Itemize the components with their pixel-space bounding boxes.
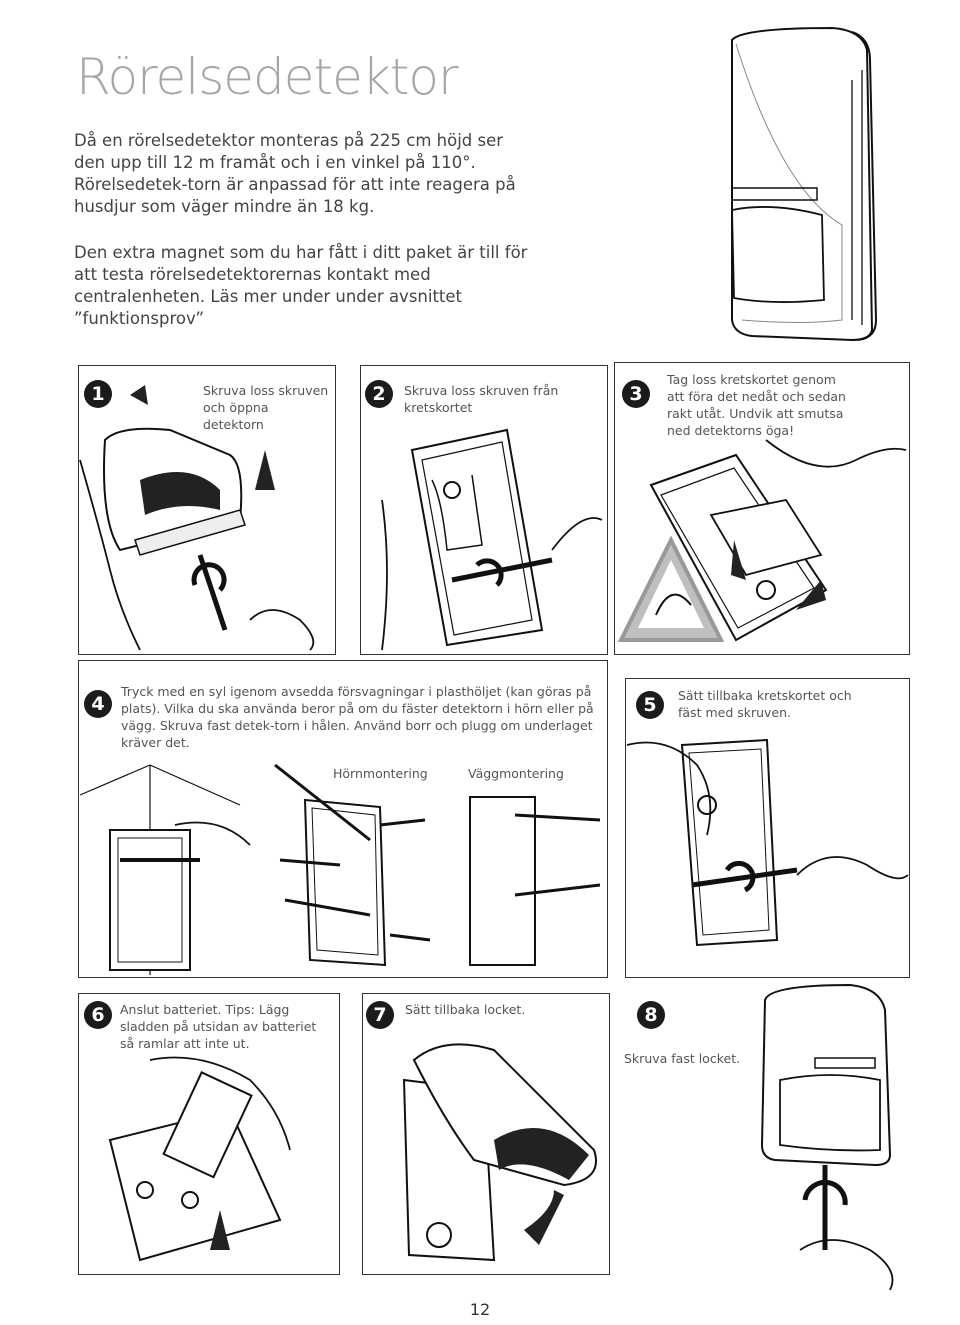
intro-text-1: Då en rörelsedetektor monteras på 225 cm höjd ser den upp till 12 m framåt och i en vinkel på 110°. Rörelsedetek-torn är anpassad för att inte reagera på husdjur som väger mindre än 18 kg. <box>74 131 516 216</box>
step-3-number: 3 <box>622 380 650 408</box>
step-1-text: Skruva loss skruven och öppna detektorn <box>203 383 329 432</box>
step-4-illustration <box>80 735 606 975</box>
step-3-text: Tag loss kretskortet genom att föra det nedåt och sedan rakt utåt. Undvik att smutsa ned detektorns öga! <box>667 372 846 438</box>
corner-mount-label: Hörnmontering <box>333 766 428 781</box>
wall-mount-label: Väggmontering <box>468 766 564 781</box>
step-2-illustration <box>362 420 606 650</box>
step-6-text: Anslut batteriet. Tips: Lägg sladden på utsidan av batteriet så ramlar att inte ut. <box>120 1002 317 1051</box>
step-8-illustration <box>740 980 940 1290</box>
intro-paragraph-1 <box>74 130 534 218</box>
step-6-illustration <box>80 1050 338 1272</box>
step-2-number: 2 <box>365 380 393 408</box>
step-5-illustration <box>627 725 908 975</box>
detector-illustration <box>712 20 960 350</box>
step-4-text: Tryck med en syl igenom avsedda försvagningar i plasthöljet (kan göras på plats). Vilka du ska använda beror på om du fäster detektorn i hörn eller på vägg. Skruva fast detek-torn i hålen. Använd borr och plugg om underlaget kräver det. <box>121 684 594 750</box>
step-1-illustration <box>80 400 334 650</box>
step-3-illustration <box>616 440 908 652</box>
step-7-illustration <box>364 1030 608 1272</box>
step-7-text: Sätt tillbaka locket. <box>405 1002 526 1017</box>
page-number: 12 <box>469 1300 491 1319</box>
step-2-text: Skruva loss skruven från kretskortet <box>404 383 559 415</box>
intro-paragraph-2 <box>74 242 534 330</box>
step-5-text: Sätt tillbaka kretskortet och fäst med skruven. <box>678 688 852 720</box>
step-6-number: 6 <box>84 1001 112 1029</box>
step-1-number: 1 <box>84 380 112 408</box>
step-7-number: 7 <box>366 1001 394 1029</box>
step-8-text: Skruva fast locket. <box>624 1051 741 1066</box>
page-title: Rörelsedetektor <box>76 48 458 106</box>
step-5-number: 5 <box>636 691 664 719</box>
intro-text-2: Den extra magnet som du har fått i ditt paket är till för att testa rörelsedetektorernas kontakt med centralenheten. Läs mer under under avsnittet ”funktionsprov” <box>74 243 528 328</box>
step-8-number: 8 <box>637 1001 665 1029</box>
step-4-number: 4 <box>84 690 112 718</box>
